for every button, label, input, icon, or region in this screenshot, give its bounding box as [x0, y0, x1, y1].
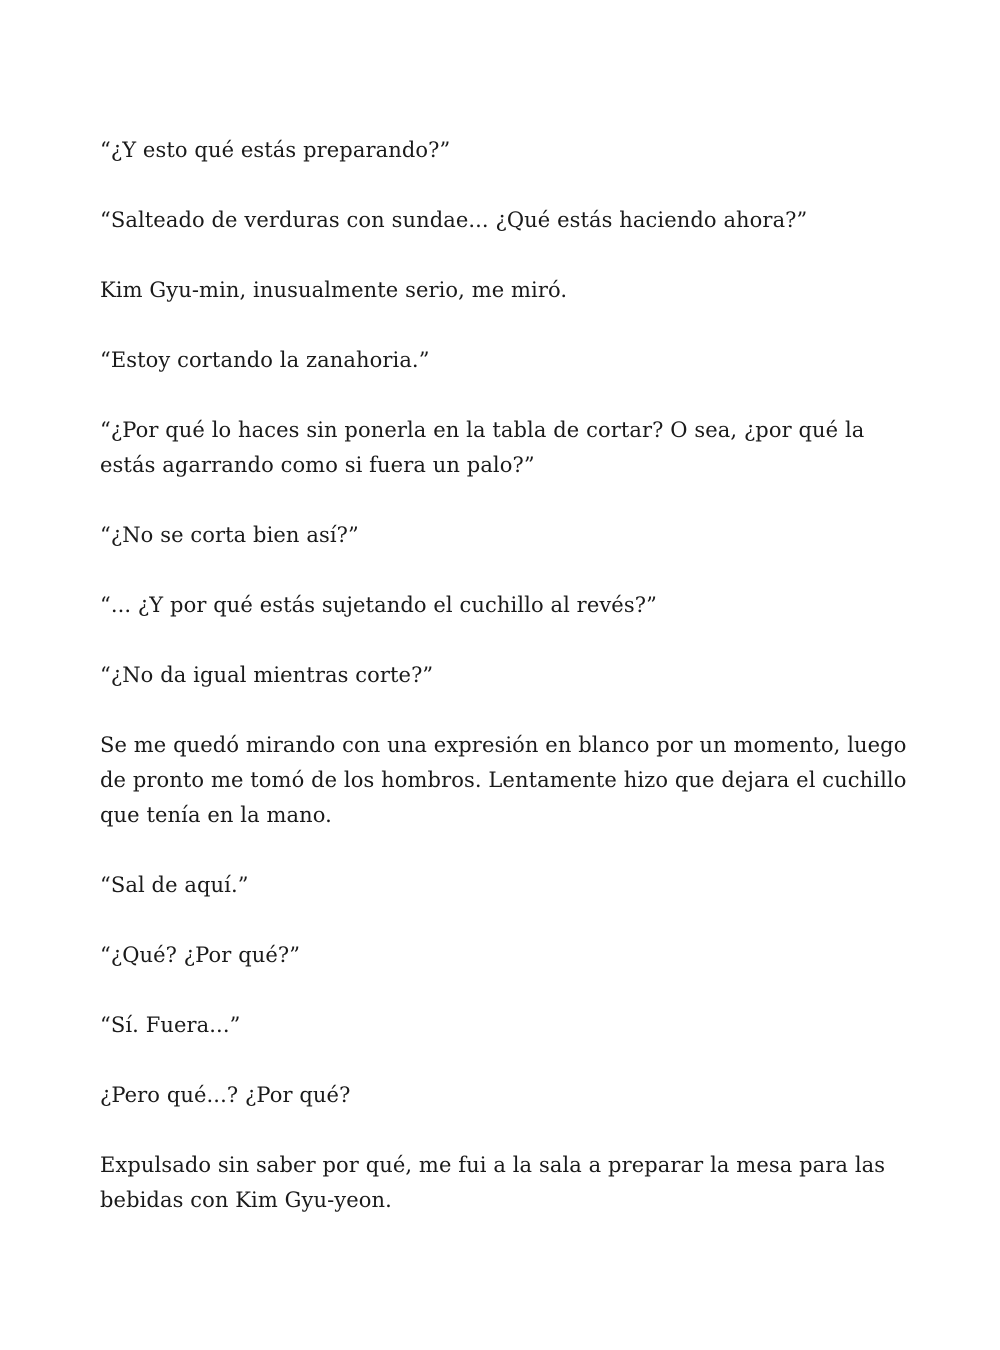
paragraph: Kim Gyu-min, inusualmente serio, me miró.	[100, 278, 568, 302]
paragraph: “Salteado de verduras con sundae... ¿Qué estás haciendo ahora?”	[100, 208, 808, 232]
paragraph: “¿Qué? ¿Por qué?”	[100, 943, 301, 967]
paragraph: “... ¿Y por qué estás sujetando el cuchillo al revés?”	[100, 593, 657, 617]
paragraph: “Estoy cortando la zanahoria.”	[100, 348, 430, 372]
paragraph: Se me quedó mirando con una expresión en blanco por un momento, luego de pronto me tomó de los hombros. Lentamente hizo que dejara el cuchillo que tenía en la mano.	[100, 733, 907, 827]
paragraph: “¿No da igual mientras corte?”	[100, 663, 434, 687]
paragraph: “¿Por qué lo haces sin ponerla en la tabla de cortar? O sea, ¿por qué la estás agarrando como si fuera un palo?”	[100, 418, 865, 477]
paragraph: Expulsado sin saber por qué, me fui a la sala a preparar la mesa para las bebidas con Kim Gyu-yeon.	[100, 1153, 886, 1212]
document-body	[100, 133, 910, 1253]
paragraph: “¿Y esto qué estás preparando?”	[100, 138, 451, 162]
paragraph: ¿Pero qué...? ¿Por qué?	[100, 1083, 351, 1107]
paragraph: “Sal de aquí.”	[100, 873, 249, 897]
paragraph: “¿No se corta bien así?”	[100, 523, 359, 547]
paragraph: “Sí. Fuera...”	[100, 1013, 241, 1037]
